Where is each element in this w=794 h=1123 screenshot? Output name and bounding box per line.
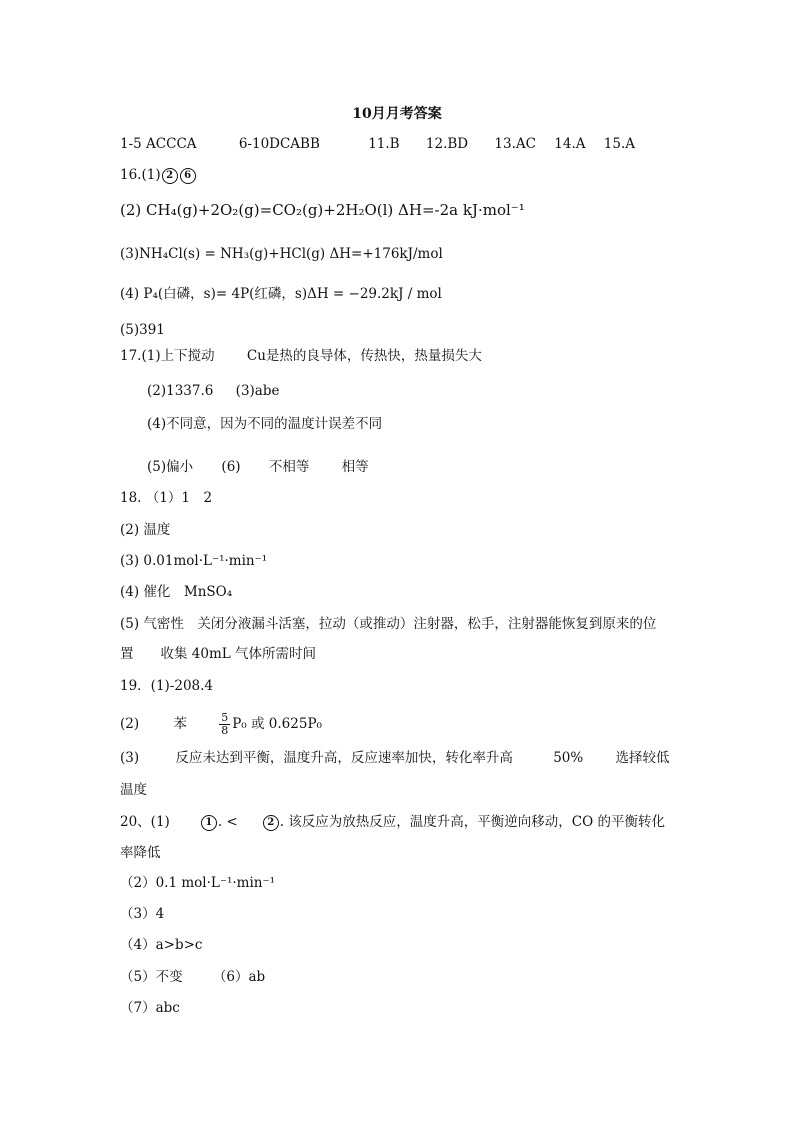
q19-part-2-benzene: 苯 [173,716,187,732]
choice-group-4: 12.BD [425,136,469,152]
circled-number-6: 6 [180,168,196,184]
q16-part-1-prefix: 16.(1) [120,167,161,183]
q17-part-2: (2)1337.6 [147,383,214,399]
q18-part-1: 18. （1）1 2 [120,490,213,506]
q16-part-1 [120,166,197,184]
fraction-numerator: 5 [221,711,229,724]
circled-number-2b: 2 [263,815,279,831]
fraction-denominator: 8 [221,724,229,737]
page-title: 10月月考答案 [352,106,442,122]
q19-part-2-pressure: P₀ 或 0.625P₀ [232,716,322,732]
q20-part-5: （5）不变 [120,969,183,985]
q17-part-4: (4)不同意，因为不同的温度计误差不同 [147,416,383,432]
choice-answers-row [120,135,635,153]
q16-part-2: (2) CH₄(g)+2O₂(g)=CO₂(g)+2H₂O(l) ΔH=-2a kJ·mol⁻¹ [120,201,525,219]
q17-part-1 [120,347,482,365]
q20-part-1-reason: . 该反应为放热反应，温度升高，平衡逆向移动，CO 的平衡转化 [279,814,665,830]
q17-part-5-6 [147,458,369,476]
q20-part-1-cont: 率降低 [120,845,161,861]
q19-part-2-label: (2) [120,716,140,732]
q17-part-2-3 [147,382,279,400]
fraction [219,712,230,737]
q19-part-2 [120,712,322,737]
q19-part-3-percent: 50% [553,750,584,766]
choice-group-1: 1-5 ACCCA [120,136,197,152]
q20-part-5-6 [120,968,265,986]
q19-part-3-reason: 反应未达到平衡，温度升高，反应速率加快，转化率升高 [175,750,513,766]
q20-part-1-label: 20、(1) [120,814,170,830]
q17-part-5: (5)偏小 [147,459,194,475]
circled-number-1: 1 [201,815,217,831]
q20-part-1-answer: . < [217,814,238,830]
q17-part-1-answer: 17.(1)上下搅动 [120,348,215,364]
choice-group-6: 14.A [554,136,586,152]
q17-part-1-reason: Cu是热的良导体，传热快，热量损失大 [246,348,482,364]
q16-part-5: (5)391 [120,322,165,338]
choice-group-5: 13.AC [494,136,536,152]
q19-part-3-label: (3) [120,750,140,766]
circled-number-2: 2 [162,168,178,184]
q20-part-6: （6）ab [212,969,266,985]
q20-part-2: （2）0.1 mol·L⁻¹·min⁻¹ [120,875,276,891]
q17-part-6-label: (6) [221,459,241,475]
q20-part-3: （3）4 [120,906,165,922]
q17-part-6-b: 相等 [341,459,369,475]
q18-part-5-line-2: 置 收集 40mL 气体所需时间 [120,646,317,662]
q18-part-5-line-1: (5) 气密性 关闭分液漏斗活塞，拉动（或推动）注射器，松手，注射器能恢复到原来的位 [120,616,657,632]
choice-group-3: 11.B [368,136,400,152]
q16-part-4: (4) P₄(白磷，s)= 4P(红磷，s)ΔH = −29.2kJ / mol [120,286,442,302]
q19-part-3-choice: 选择较低 [615,750,670,766]
q18-part-4: (4) 催化 MnSO₄ [120,584,233,600]
choice-group-7: 15.A [603,136,635,152]
q18-part-2: (2) 温度 [120,522,171,538]
q20-part-7: （7）abc [120,1000,180,1016]
q17-part-6-a: 不相等 [268,459,310,475]
q17-part-3: (3)abe [235,383,280,399]
q20-part-4: （4）a>b>c [120,937,203,953]
q20-part-1 [120,813,665,831]
q19-part-3-cont: 温度 [120,782,147,798]
q18-part-3: (3) 0.01mol·L⁻¹·min⁻¹ [120,553,268,569]
choice-group-2: 6-10DCABB [238,136,320,152]
q19-part-1: 19．(1)-208.4 [120,678,214,694]
q16-part-3: (3)NH₄Cl(s) = NH₃(g)+HCl(g) ΔH=+176kJ/mol [120,246,443,262]
q19-part-3 [120,749,670,767]
